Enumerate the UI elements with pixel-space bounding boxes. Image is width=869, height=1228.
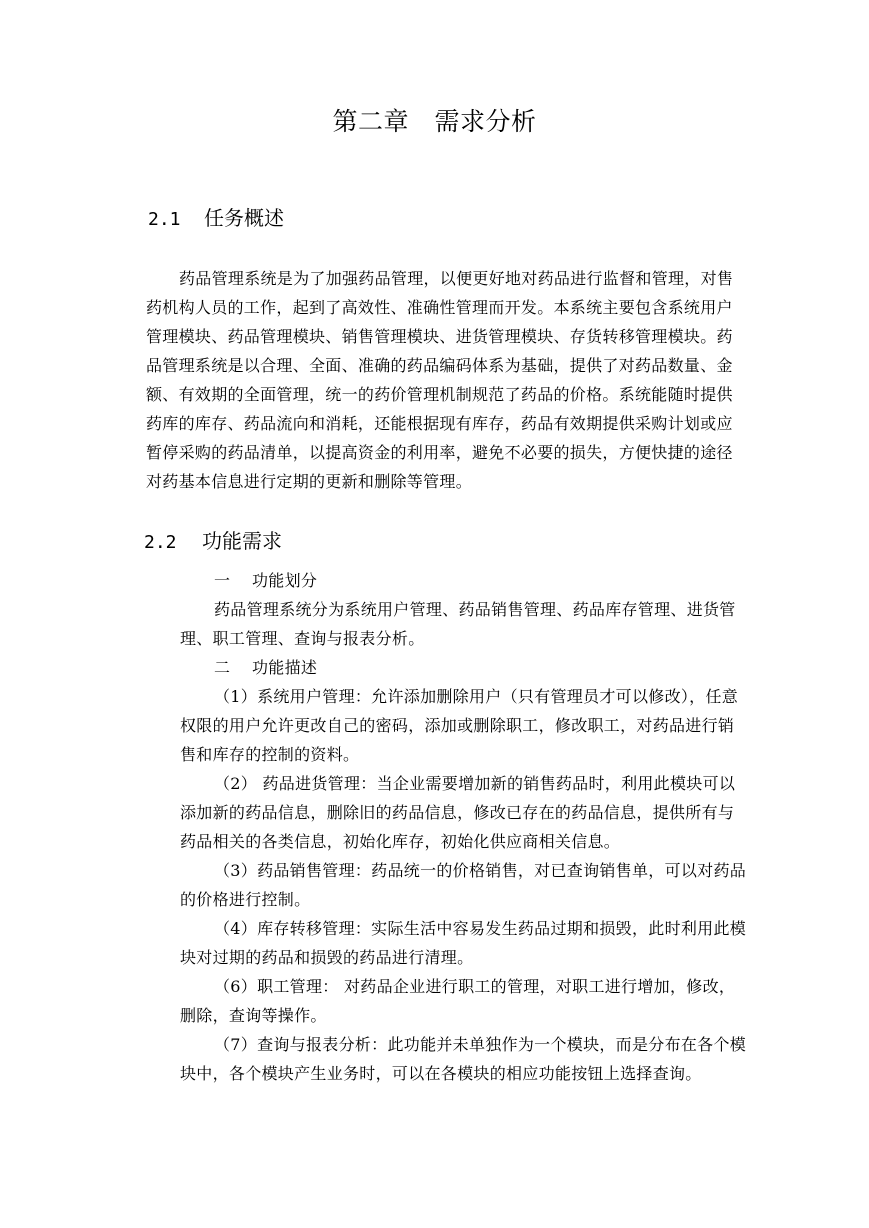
paragraph-line: 管理模块、药品管理模块、销售管理模块、进货管理模块、存货转移管理模块。药 <box>146 327 733 346</box>
section-number: 2.1 <box>148 209 181 230</box>
paragraph-line: 对药基本信息进行定期的更新和删除等管理。 <box>146 472 473 491</box>
section-title: 功能需求 <box>202 529 282 553</box>
paragraph-line: 药品管理系统分为系统用户管理、药品销售管理、药品库存管理、进货管 <box>214 600 736 619</box>
subheading-mark: 二 <box>214 658 231 677</box>
list-item-line: 售和库存的控制的资料。 <box>180 745 360 764</box>
paragraph-line: 药机构人员的工作，起到了高效性、准确性管理而开发。本系统主要包含系统用户 <box>146 298 733 317</box>
list-item-line: 药品相关的各类信息，初始化库存，初始化供应商相关信息。 <box>180 832 621 851</box>
subheading-label: 功能描述 <box>252 658 318 677</box>
list-item-line: （6）职工管理： 对药品企业进行职工的管理，对职工进行增加，修改， <box>214 977 736 996</box>
chapter-title: 第二章 需求分析 <box>332 107 537 136</box>
list-item-line: （4）库存转移管理：实际生活中容易发生药品过期和损毁，此时利用此模 <box>214 919 747 938</box>
subheading-function-division <box>180 566 790 595</box>
list-item-line: （3）药品销售管理：药品统一的价格销售，对已查询销售单，可以对药品 <box>214 861 747 880</box>
task-overview-paragraph <box>146 264 784 496</box>
list-item-line: 权限的用户允许更改自己的密码，添加或删除职工，修改职工，对药品进行销 <box>180 716 735 735</box>
list-item-line: 块对过期的药品和损毁的药品进行清理。 <box>180 948 474 967</box>
section-title: 任务概述 <box>204 206 284 230</box>
paragraph-line: 药品管理系统是为了加强药品管理，以便更好地对药品进行监督和管理，对售 <box>179 269 734 288</box>
section-number: 2.2 <box>144 532 177 553</box>
list-item-line: 添加新的药品信息，删除旧的药品信息，修改已存在的药品信息，提供所有与 <box>180 803 735 822</box>
paragraph-line: 药库的库存、药品流向和消耗，还能根据现有库存，药品有效期提供采购计划或应 <box>146 414 733 433</box>
list-item-line: 块中，各个模块产生业务时，可以在各模块的相应功能按钮上选择查询。 <box>180 1064 702 1083</box>
list-item-line: （2） 药品进货管理：当企业需要增加新的销售药品时，利用此模块可以 <box>214 774 736 793</box>
list-item-line: 的价格进行控制。 <box>180 890 311 909</box>
subheading-function-description <box>180 653 790 682</box>
paragraph-line: 品管理系统是以合理、全面、准确的药品编码体系为基础，提供了对药品数量、金 <box>146 356 733 375</box>
subheading-label: 功能划分 <box>252 571 318 590</box>
paragraph-line: 理、职工管理、查询与报表分析。 <box>180 629 425 648</box>
list-item-line: （7）查询与报表分析：此功能并未单独作为一个模块，而是分布在各个模 <box>214 1035 747 1054</box>
function-requirements-body <box>180 566 790 1088</box>
section-heading-2-2 <box>144 526 282 558</box>
subheading-mark: 一 <box>214 571 231 590</box>
paragraph-line: 额、有效期的全面管理，统一的药价管理机制规范了药品的价格。系统能随时提供 <box>146 385 733 404</box>
paragraph-line: 暂停采购的药品清单，以提高资金的利用率，避免不必要的损失，方便快捷的途径 <box>146 443 733 462</box>
section-heading-2-1 <box>148 203 284 235</box>
list-item-line: （1）系统用户管理：允许添加删除用户（只有管理员才可以修改），任意 <box>214 687 739 706</box>
list-item-line: 删除，查询等操作。 <box>180 1006 327 1025</box>
